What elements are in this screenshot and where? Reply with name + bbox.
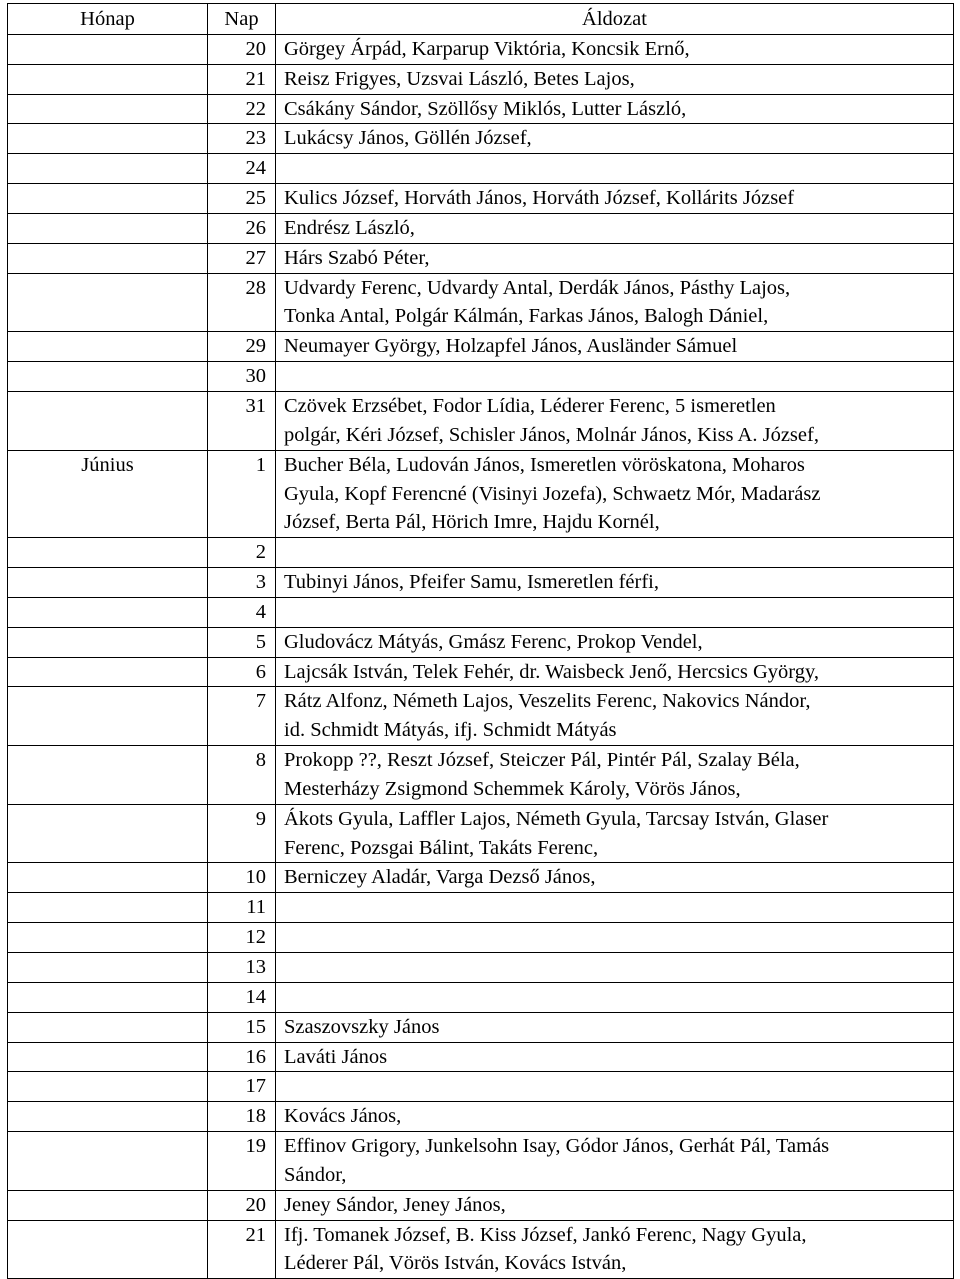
month-cell <box>8 94 208 124</box>
month-cell <box>8 34 208 64</box>
victims-cell <box>276 746 954 805</box>
month-cell <box>8 804 208 863</box>
day-cell: 21 <box>208 64 276 94</box>
day-cell: 3 <box>208 568 276 598</box>
table-row <box>8 893 954 923</box>
table-body <box>8 34 954 1278</box>
month-cell <box>8 273 208 332</box>
month-cell <box>8 746 208 805</box>
day-cell: 19 <box>208 1132 276 1191</box>
month-cell <box>8 64 208 94</box>
victims-cell <box>276 1190 954 1220</box>
table-row <box>8 953 954 983</box>
table-row <box>8 332 954 362</box>
month-cell <box>8 1190 208 1220</box>
table-row <box>8 863 954 893</box>
victims-cell <box>276 94 954 124</box>
day-cell: 14 <box>208 982 276 1012</box>
month-cell <box>8 1132 208 1191</box>
month-cell <box>8 597 208 627</box>
table-row <box>8 1132 954 1191</box>
table-row <box>8 124 954 154</box>
victims-line: Ferenc, Pozsgai Bálint, Takáts Ferenc, <box>284 836 599 859</box>
month-cell <box>8 568 208 598</box>
victims-line: Laváti János <box>284 1045 388 1068</box>
table-row <box>8 1042 954 1072</box>
table-row <box>8 687 954 746</box>
victims-cell <box>276 124 954 154</box>
victims-line: Kovács János, <box>284 1105 402 1128</box>
table-row <box>8 804 954 863</box>
victims-line: Gludovácz Mátyás, Gmász Ferenc, Prokop Vendel, <box>284 630 703 653</box>
victims-cell <box>276 243 954 273</box>
victims-line: Mesterházy Zsigmond Schemmek Károly, Vörös János, <box>284 777 741 800</box>
month-cell <box>8 213 208 243</box>
victims-cell <box>276 863 954 893</box>
day-cell: 22 <box>208 94 276 124</box>
month-cell <box>8 627 208 657</box>
month-cell <box>8 1220 208 1279</box>
table-row <box>8 923 954 953</box>
month-cell <box>8 687 208 746</box>
victims-line: Lukácsy János, Göllén József, <box>284 127 532 150</box>
victims-cell <box>276 184 954 214</box>
day-cell: 6 <box>208 657 276 687</box>
table-row <box>8 568 954 598</box>
month-cell: Június <box>8 450 208 538</box>
victims-cell <box>276 597 954 627</box>
month-cell <box>8 953 208 983</box>
month-cell <box>8 538 208 568</box>
month-cell <box>8 1042 208 1072</box>
victims-line: Udvardy Ferenc, Udvardy Antal, Derdák János, Pásthy Lajos, <box>284 276 791 299</box>
victims-line: Neumayer György, Holzapfel János, Ausländer Sámuel <box>284 335 738 358</box>
day-cell: 10 <box>208 863 276 893</box>
victims-cell <box>276 64 954 94</box>
victims-line: Czövek Erzsébet, Fodor Lídia, Léderer Ferenc, 5 ismeretlen <box>284 394 776 417</box>
day-cell: 7 <box>208 687 276 746</box>
month-cell <box>8 1102 208 1132</box>
victims-cell <box>276 1132 954 1191</box>
victims-line: Csákány Sándor, Szöllősy Miklós, Lutter László, <box>284 97 687 120</box>
victims-line: Berniczey Aladár, Varga Dezső János, <box>284 866 596 889</box>
month-cell <box>8 184 208 214</box>
month-cell <box>8 657 208 687</box>
victims-line: Lajcsák István, Telek Fehér, dr. Waisbeck Jenő, Hercsics György, <box>284 660 820 683</box>
victims-line: József, Berta Pál, Hörich Imre, Hajdu Kornél, <box>284 511 660 534</box>
victims-cell <box>276 1072 954 1102</box>
day-cell: 26 <box>208 213 276 243</box>
victims-cell <box>276 953 954 983</box>
victims-cell <box>276 627 954 657</box>
victims-line: polgár, Kéri József, Schisler János, Molnár János, Kiss A. József, <box>284 423 819 446</box>
day-cell: 15 <box>208 1012 276 1042</box>
table-row <box>8 362 954 392</box>
table-row <box>8 982 954 1012</box>
table-row <box>8 657 954 687</box>
victims-line: Bucher Béla, Ludován János, Ismeretlen vöröskatona, Moharos <box>284 453 805 476</box>
header-month: Hónap <box>8 4 208 35</box>
table-row <box>8 184 954 214</box>
victims-cell <box>276 923 954 953</box>
header-day: Nap <box>208 4 276 35</box>
table-row <box>8 243 954 273</box>
victims-line: id. Schmidt Mátyás, ifj. Schmidt Mátyás <box>284 719 617 742</box>
victims-table <box>7 3 954 1279</box>
month-cell <box>8 1072 208 1102</box>
month-cell <box>8 982 208 1012</box>
victims-cell <box>276 893 954 923</box>
table-row <box>8 94 954 124</box>
victims-line: Léderer Pál, Vörös István, Kovács István, <box>284 1252 627 1275</box>
month-cell <box>8 154 208 184</box>
month-cell <box>8 124 208 154</box>
day-cell: 8 <box>208 746 276 805</box>
victims-cell <box>276 213 954 243</box>
day-cell: 28 <box>208 273 276 332</box>
table-row <box>8 273 954 332</box>
victims-cell <box>276 568 954 598</box>
month-cell <box>8 1012 208 1042</box>
day-cell: 20 <box>208 1190 276 1220</box>
month-cell <box>8 362 208 392</box>
day-cell: 24 <box>208 154 276 184</box>
table-row <box>8 1190 954 1220</box>
victims-cell <box>276 273 954 332</box>
victims-cell <box>276 687 954 746</box>
month-cell <box>8 893 208 923</box>
table-row <box>8 34 954 64</box>
victims-line: Sándor, <box>284 1163 347 1186</box>
day-cell: 2 <box>208 538 276 568</box>
victims-cell <box>276 450 954 538</box>
day-cell: 11 <box>208 893 276 923</box>
victims-cell <box>276 538 954 568</box>
victims-line: Effinov Grigory, Junkelsohn Isay, Gódor János, Gerhát Pál, Tamás <box>284 1135 830 1158</box>
victims-line: Endrész László, <box>284 216 415 239</box>
day-cell: 1 <box>208 450 276 538</box>
table-row <box>8 64 954 94</box>
day-cell: 9 <box>208 804 276 863</box>
victims-line: Kulics József, Horváth János, Horváth József, Kollárits József <box>284 187 795 210</box>
victims-line: Görgey Árpád, Karparup Viktória, Koncsik Ernő, <box>284 37 690 60</box>
victims-line: Rátz Alfonz, Németh Lajos, Veszelits Ferenc, Nakovics Nándor, <box>284 690 811 713</box>
header-victims: Áldozat <box>276 4 954 35</box>
day-cell: 20 <box>208 34 276 64</box>
day-cell: 16 <box>208 1042 276 1072</box>
header-row <box>8 4 954 35</box>
table-row <box>8 538 954 568</box>
day-cell: 29 <box>208 332 276 362</box>
victims-line: Gyula, Kopf Ferencné (Visinyi Jozefa), Schwaetz Mór, Madarász <box>284 482 821 505</box>
day-cell: 31 <box>208 391 276 450</box>
day-cell: 23 <box>208 124 276 154</box>
victims-cell <box>276 34 954 64</box>
table-row <box>8 597 954 627</box>
victims-line: Tonka Antal, Polgár Kálmán, Farkas János, Balogh Dániel, <box>284 305 769 328</box>
victims-line: Hárs Szabó Péter, <box>284 246 430 269</box>
victims-cell <box>276 1102 954 1132</box>
day-cell: 17 <box>208 1072 276 1102</box>
day-cell: 30 <box>208 362 276 392</box>
victims-cell <box>276 1012 954 1042</box>
victims-line: Jeney Sándor, Jeney János, <box>284 1193 506 1216</box>
table-row <box>8 154 954 184</box>
month-cell <box>8 863 208 893</box>
day-cell: 27 <box>208 243 276 273</box>
month-cell <box>8 391 208 450</box>
victims-cell <box>276 1042 954 1072</box>
day-cell: 25 <box>208 184 276 214</box>
day-cell: 13 <box>208 953 276 983</box>
month-cell <box>8 243 208 273</box>
victims-line: Ifj. Tomanek József, B. Kiss József, Jankó Ferenc, Nagy Gyula, <box>284 1223 807 1246</box>
table-row <box>8 627 954 657</box>
day-cell: 12 <box>208 923 276 953</box>
victims-cell <box>276 1220 954 1279</box>
victims-cell <box>276 391 954 450</box>
table-row <box>8 1220 954 1279</box>
table-row <box>8 450 954 538</box>
table-row <box>8 391 954 450</box>
victims-cell <box>276 362 954 392</box>
victims-line: Szaszovszky János <box>284 1015 440 1038</box>
table-row <box>8 213 954 243</box>
victims-cell <box>276 804 954 863</box>
victims-cell <box>276 657 954 687</box>
table-row <box>8 1012 954 1042</box>
month-cell <box>8 332 208 362</box>
victims-cell <box>276 154 954 184</box>
day-cell: 4 <box>208 597 276 627</box>
day-cell: 5 <box>208 627 276 657</box>
victims-cell <box>276 332 954 362</box>
victims-line: Prokopp ??, Reszt József, Steiczer Pál, Pintér Pál, Szalay Béla, <box>284 749 800 772</box>
table-row <box>8 746 954 805</box>
table-row <box>8 1072 954 1102</box>
victims-line: Ákots Gyula, Laffler Lajos, Németh Gyula, Tarcsay István, Glaser <box>284 807 829 830</box>
victims-line: Reisz Frigyes, Uzsvai László, Betes Lajos, <box>284 67 635 90</box>
victims-cell <box>276 982 954 1012</box>
day-cell: 18 <box>208 1102 276 1132</box>
table-row <box>8 1102 954 1132</box>
month-cell <box>8 923 208 953</box>
day-cell: 21 <box>208 1220 276 1279</box>
victims-line: Tubinyi János, Pfeifer Samu, Ismeretlen férfi, <box>284 571 660 594</box>
